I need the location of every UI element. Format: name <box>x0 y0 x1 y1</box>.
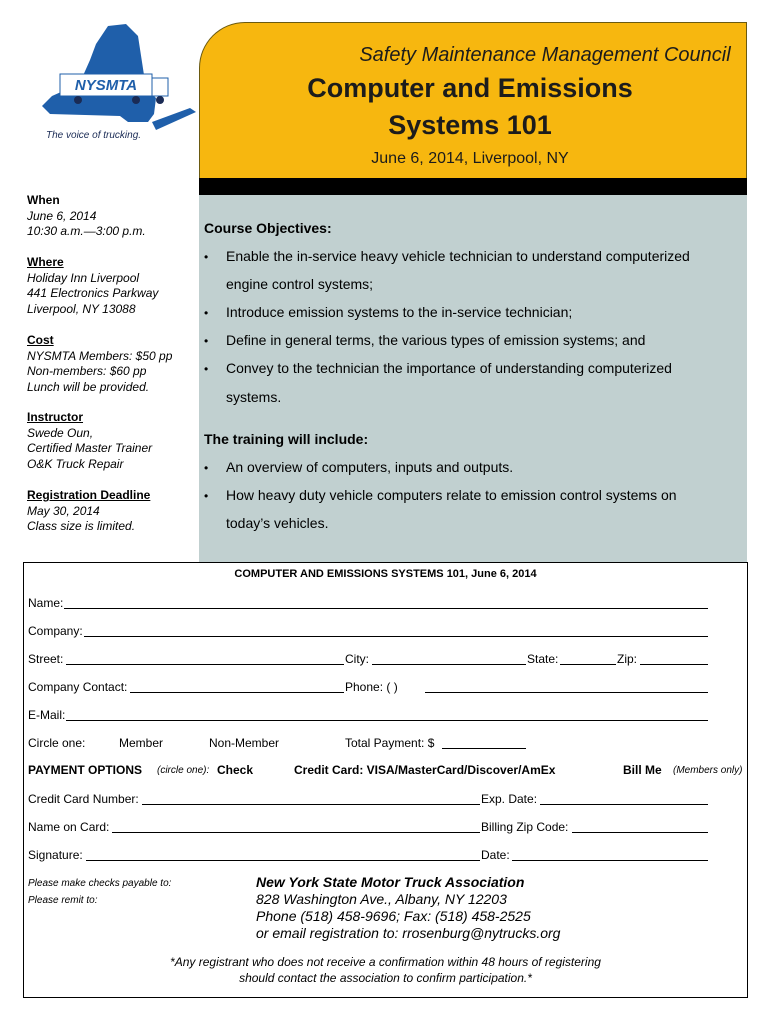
instructor-line1: Swede Oun, <box>27 425 94 440</box>
bullet-6: • <box>204 489 209 503</box>
where-block <box>27 255 158 317</box>
course-title-line2: Systems 101 <box>388 110 552 140</box>
company-field[interactable] <box>84 636 708 637</box>
new-york-state-shape <box>42 24 156 122</box>
course-title-line1: Computer and Emissions <box>307 73 633 103</box>
objective-4-line1: Convey to the technician the importance of understanding computerized <box>226 360 672 376</box>
objective-4-line2: systems. <box>226 389 282 405</box>
bullet-5: • <box>204 461 209 475</box>
check-option[interactable]: Check <box>217 763 254 777</box>
total-payment-field[interactable] <box>442 748 526 749</box>
association-email: or email registration to: rrosenburg@nytrucks.org <box>256 925 561 941</box>
deadline-line2: Class size is limited. <box>27 519 136 533</box>
state-label: State: <box>527 652 559 666</box>
deadline-line1: May 30, 2014 <box>27 503 100 518</box>
association-phone-fax: Phone (518) 458-9696; Fax: (518) 458-2525 <box>256 908 531 924</box>
when-label: When <box>27 193 60 207</box>
bullet-1: • <box>204 250 209 264</box>
signature-label: Signature: <box>28 848 83 862</box>
deadline-label: Registration Deadline <box>27 488 151 502</box>
payable-to-label: Please make checks payable to: <box>28 878 172 889</box>
company-contact-label: Company Contact: <box>28 680 128 694</box>
when-time: 10:30 a.m.—3:00 p.m. <box>27 224 146 238</box>
name-on-card-field[interactable] <box>112 832 480 833</box>
cost-line1: NYSMTA Members: $50 pp <box>27 348 173 363</box>
instructor-block <box>27 410 152 472</box>
billing-zip-label: Billing Zip Code: <box>481 820 569 834</box>
cost-block <box>27 333 172 395</box>
payment-options-label: PAYMENT OPTIONS <box>28 763 143 777</box>
training-1: An overview of computers, inputs and outputs. <box>226 459 514 475</box>
training-heading: The training will include: <box>204 431 369 447</box>
logo-text: NYSMTA <box>74 77 138 94</box>
objectives-heading: Course Objectives: <box>204 220 332 236</box>
truck-cab <box>152 78 168 96</box>
where-line3: Liverpool, NY 13088 <box>27 301 136 316</box>
non-member-option[interactable]: Non-Member <box>209 736 280 750</box>
date-field[interactable] <box>512 860 708 861</box>
name-label: Name: <box>28 596 64 610</box>
street-field[interactable] <box>66 664 344 665</box>
cc-number-field[interactable] <box>142 804 480 805</box>
instructor-line3: O&K Truck Repair <box>27 456 124 471</box>
instructor-line2: Certified Master Trainer <box>27 441 153 455</box>
cc-number-label: Credit Card Number: <box>28 792 139 806</box>
street-label: Street: <box>28 652 64 666</box>
where-line1: Holiday Inn Liverpool <box>27 270 140 285</box>
cost-line2: Non-members: $60 pp <box>27 364 147 378</box>
bill-me-option[interactable]: Bill Me <box>623 763 662 777</box>
long-island-shape <box>152 108 196 130</box>
where-label: Where <box>27 255 64 269</box>
zip-field[interactable] <box>640 664 708 665</box>
association-name: New York State Motor Truck Association <box>256 874 525 890</box>
bullet-2: • <box>204 306 209 320</box>
name-field[interactable] <box>64 608 708 609</box>
deadline-block <box>27 488 150 535</box>
objective-2: Introduce emission systems to the in-service technician; <box>226 304 573 320</box>
signature-field[interactable] <box>86 860 480 861</box>
date-label: Date: <box>481 848 510 862</box>
instructor-label: Instructor <box>27 410 84 424</box>
city-field[interactable] <box>372 664 526 665</box>
event-date-location: June 6, 2014, Liverpool, NY <box>371 150 569 167</box>
council-name: Safety Maintenance Management Council <box>359 44 731 66</box>
phone-label: Phone: ( ) <box>345 680 398 694</box>
association-address: 828 Washington Ave., Albany, NY 12203 <box>256 891 507 907</box>
exp-date-label: Exp. Date: <box>481 792 538 806</box>
objective-1-line2: engine control systems; <box>226 276 374 292</box>
members-only-note: (Members only) <box>673 765 743 776</box>
email-field[interactable] <box>66 720 708 721</box>
objective-1-line1: Enable the in-service heavy vehicle technician to understand computerized <box>226 248 690 264</box>
nysmta-logo <box>30 22 200 147</box>
company-label: Company: <box>28 624 83 638</box>
cost-label: Cost <box>27 333 54 347</box>
training-2-line2: today’s vehicles. <box>226 515 329 531</box>
logo-tagline: The voice of trucking. <box>46 130 142 141</box>
circle-one-label: Circle one: <box>28 736 86 750</box>
bullet-4: • <box>204 362 209 376</box>
member-option[interactable]: Member <box>119 736 164 750</box>
header-divider-strip <box>199 178 747 195</box>
confirmation-note-line1: *Any registrant who does not receive a confirmation within 48 hours of registering <box>170 955 601 969</box>
name-on-card-label: Name on Card: <box>28 820 110 834</box>
when-date: June 6, 2014 <box>27 208 97 223</box>
phone-field[interactable] <box>425 692 708 693</box>
where-line2: 441 Electronics Parkway <box>27 286 159 300</box>
billing-zip-field[interactable] <box>572 832 708 833</box>
credit-card-option[interactable]: Credit Card: VISA/MasterCard/Discover/AmEx <box>294 763 556 777</box>
cost-line3: Lunch will be provided. <box>27 379 150 394</box>
city-label: City: <box>345 652 369 666</box>
state-field[interactable] <box>560 664 616 665</box>
objective-3: Define in general terms, the various types of emission systems; and <box>226 332 646 348</box>
exp-date-field[interactable] <box>540 804 708 805</box>
total-payment-label: Total Payment: $ <box>345 736 435 750</box>
bullet-3: • <box>204 334 209 348</box>
company-contact-field[interactable] <box>130 692 344 693</box>
form-title: COMPUTER AND EMISSIONS SYSTEMS 101, June 6, 2014 <box>234 568 537 580</box>
payment-circle-one-note: (circle one): <box>157 765 210 776</box>
zip-label: Zip: <box>617 652 638 666</box>
email-label: E-Mail: <box>28 708 66 722</box>
training-2-line1: How heavy duty vehicle computers relate to emission control systems on <box>226 487 677 503</box>
remit-to-label: Please remit to: <box>28 895 98 906</box>
confirmation-note-line2: should contact the association to confirm participation.* <box>239 971 532 985</box>
when-block <box>27 193 146 240</box>
